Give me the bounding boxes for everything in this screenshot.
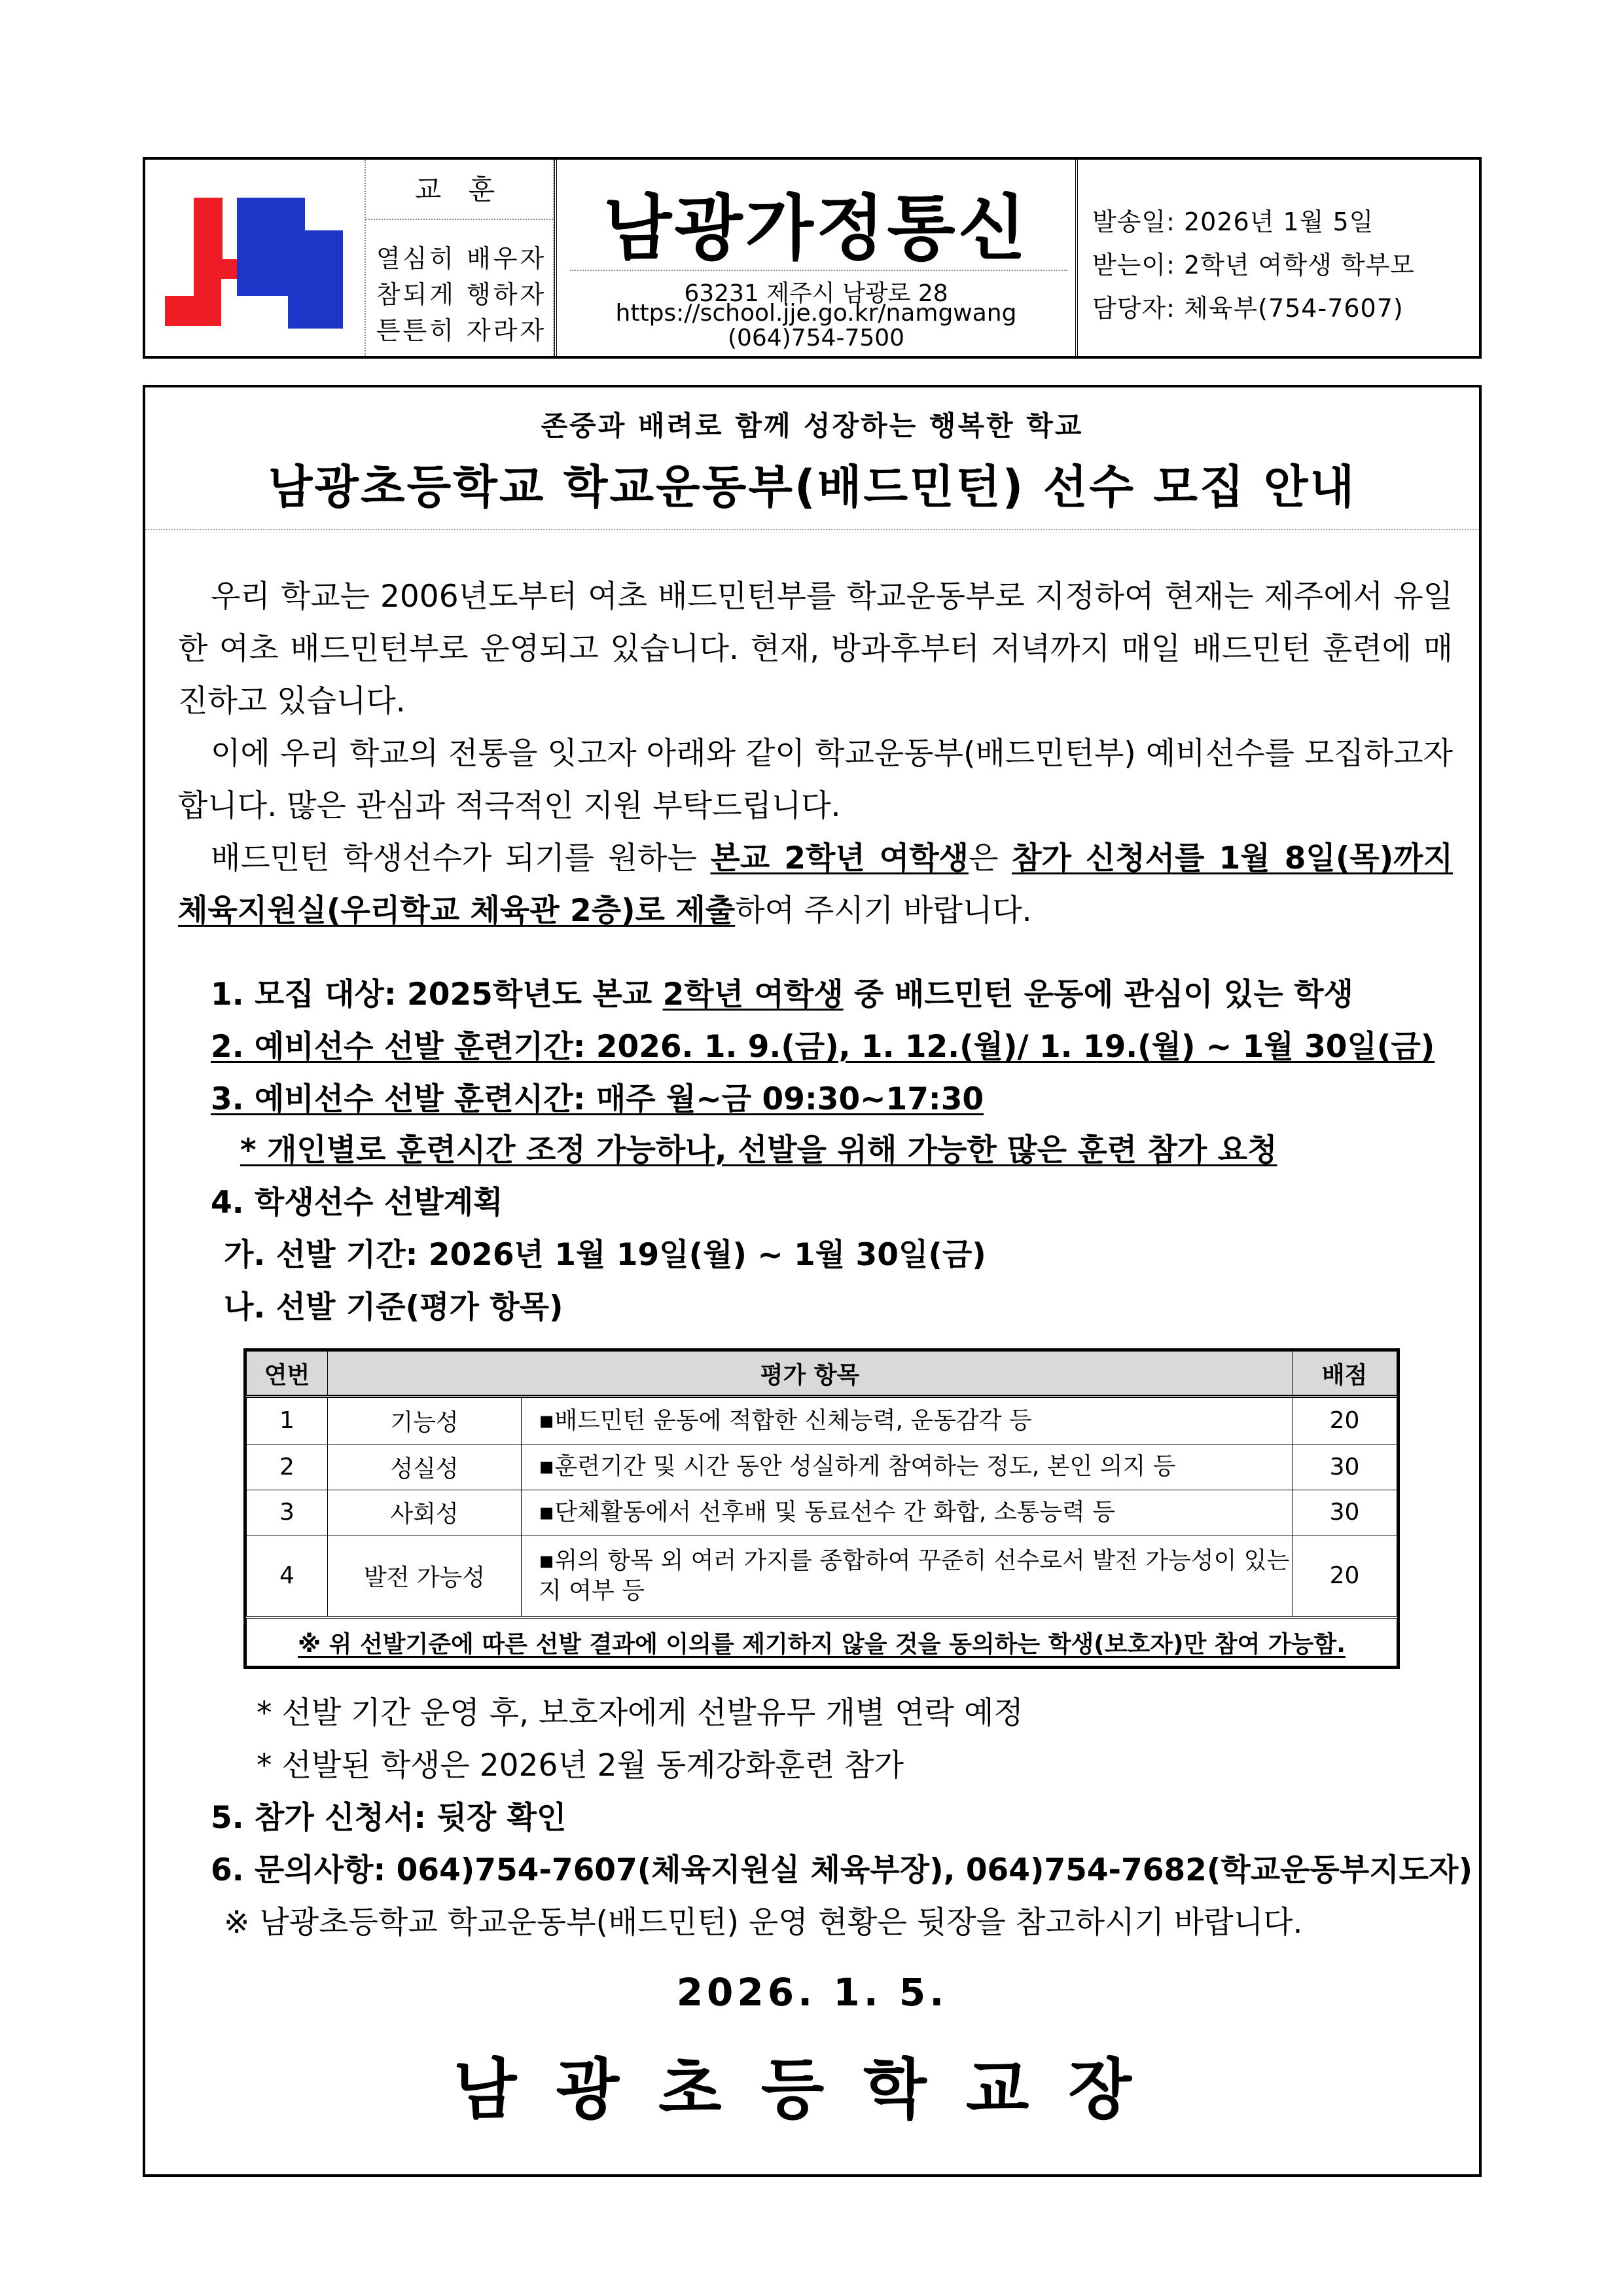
deadline-highlight: 참가 신청서를 1월 8일(목)까지 체육지원실(우리학교 체육관 2층)로 제출: [178, 840, 1453, 929]
divider: [570, 270, 1067, 271]
notice-title: 남광초등학교 학교운동부(배드민턴) 선수 모집 안내: [268, 460, 1357, 514]
school-website: https://school.jje.go.kr/namgwang: [615, 300, 1017, 327]
item-training-time: 3. 예비선수 선발 훈련시간: 매주 월~금 09:30~17:30: [211, 1081, 984, 1117]
table-row: 1 기능성 ▪배드민턴 운동에 적합한 신체능력, 운동감각 등 20: [247, 1397, 1397, 1444]
item-selection-plan: 4. 학생선수 선발계획: [211, 1185, 503, 1221]
principal-signature: 남광초등학교장: [453, 2051, 1171, 2128]
item-inquiry: 6. 문의사항: 064)754-7607(체육지원실 체육부장), 064)754-7682(학교운동부지도자): [211, 1852, 1473, 1888]
sent-date: 발송일: 2026년 1월 5일: [1092, 207, 1374, 236]
training-note: * 선발된 학생은 2026년 2월 동계강화훈련 참가: [257, 1748, 904, 1784]
table-footnote: ※ 위 선발기준에 따른 선발 결과에 이의를 제기하지 않을 것을 동의하는 학생(보호자)만 참여 가능함.: [247, 1617, 1397, 1666]
send-info: [1078, 160, 1479, 356]
evaluation-table: [243, 1348, 1400, 1669]
table-header: 연번 평가 항목 배점: [247, 1352, 1397, 1397]
contact-person: 담당자: 체육부(754-7607): [1092, 294, 1404, 323]
table-row: 2 성실성 ▪훈련기간 및 시간 동안 성실하게 참여하는 정도, 본인 의지 등 30: [247, 1444, 1397, 1490]
motto-line: 튼튼히 자라자: [376, 316, 547, 345]
school-logo: [165, 198, 348, 329]
logo-cell: [145, 160, 365, 356]
recipient: 받는이: 2학년 여학생 학부모: [1092, 251, 1416, 279]
school-motto: [365, 160, 554, 356]
selection-period: 가. 선발 기간: 2026년 1월 19일(월) ~ 1월 30일(금): [224, 1237, 986, 1273]
motto-title: 교 훈: [366, 160, 553, 220]
selection-note: * 선발 기간 운영 후, 보호자에게 선발유무 개별 연락 예정: [257, 1695, 1024, 1731]
school-slogan: 존중과 배려로 함께 성장하는 행복한 학교: [541, 410, 1084, 442]
table-row: 4 발전 가능성 ▪위의 항목 외 여러 가지를 종합하여 꾸준히 선수로서 발전 가능성이 있는지 여부 등 20: [247, 1535, 1397, 1617]
issue-date: 2026. 1. 5.: [676, 1970, 948, 2015]
item-application-form: 5. 참가 신청서: 뒷장 확인: [211, 1800, 567, 1836]
newsletter-header: [143, 157, 1482, 359]
school-phone: (064)754-7500: [727, 325, 905, 351]
motto-line: 참되게 행하자: [376, 280, 547, 309]
target-highlight: 본교 2학년 여학생: [710, 840, 969, 876]
school-address: 63231 제주시 남광로 28: [684, 280, 948, 307]
title-cell: [554, 160, 1078, 356]
reference-note: ※ 남광초등학교 학교운동부(배드민턴) 운영 현황은 뒷장을 참고하시기 바랍니다.: [224, 1905, 1303, 1941]
newsletter-title: 남광가정통신: [603, 188, 1029, 270]
intro-paragraph: 우리 학교는 2006년도부터 여초 배드민턴부를 학교운동부로 지정하여 현재는 제주에서 유일한 여초 배드민턴부로 운영되고 있습니다. 현재, 방과후부터 저녁까지 매일 배드민턴 훈련에 매진하고 있습니다.: [178, 579, 1453, 719]
notice-body: [143, 385, 1482, 2177]
purpose-paragraph: 이에 우리 학교의 전통을 잇고자 아래와 같이 학교운동부(배드민턴부) 예비선수를 모집하고자 합니다. 많은 관심과 적극적인 지원 부탁드립니다.: [178, 736, 1453, 824]
divider: [145, 529, 1479, 530]
item-training-period: 2. 예비선수 선발 훈련기간: 2026. 1. 9.(금), 1. 12.(월)/ 1. 19.(월) ~ 1월 30일(금): [211, 1029, 1435, 1065]
application-paragraph: 배드민턴 학생선수가 되기를 원하는 본교 2학년 여학생은 참가 신청서를 1월 8일(목)까지 체육지원실(우리학교 체육관 2층)로 제출하여 주시기 바랍니다.: [178, 840, 1453, 929]
item-target: 1. 모집 대상: 2025학년도 본교 2학년 여학생 중 배드민턴 운동에 관심이 있는 학생: [211, 977, 1353, 1013]
motto-line: 열심히 배우자: [376, 244, 547, 273]
table-row: 3 사회성 ▪단체활동에서 선후배 및 동료선수 간 화합, 소통능력 등 30: [247, 1490, 1397, 1535]
training-note: * 개인별로 훈련시간 조정 가능하나, 선발을 위해 가능한 많은 훈련 참가 요청: [240, 1132, 1277, 1168]
selection-criteria: 나. 선발 기준(평가 항목): [224, 1289, 563, 1325]
